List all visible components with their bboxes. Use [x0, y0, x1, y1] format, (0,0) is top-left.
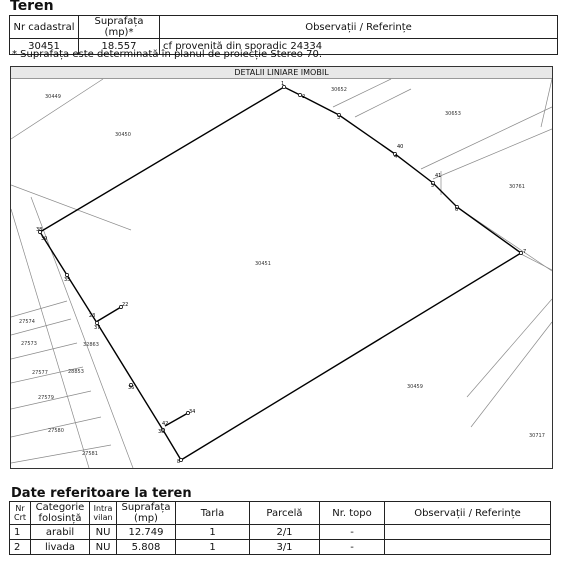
table-row: [10, 525, 551, 540]
cell-intravilan: NU: [90, 525, 117, 540]
parcel-label-30653: 30653: [445, 111, 461, 117]
cell-parcela: 3/1: [250, 540, 320, 555]
point-label-5: 5: [431, 183, 435, 189]
cell-categorie: livada: [31, 540, 90, 555]
cell-observatii: [385, 525, 551, 540]
point-label-2: 2: [302, 94, 306, 100]
parcel-label-28853: 28853: [68, 369, 84, 375]
section-title-teren: Teren: [10, 0, 54, 14]
point-label-35: 35: [64, 277, 71, 283]
point-label-42: 42: [162, 421, 169, 427]
section-title-date-teren: Date referitoare la teren: [11, 486, 192, 501]
header-tarla: Tarla: [176, 502, 250, 525]
point-label-23: 23: [89, 313, 96, 319]
point-label-33: 33: [158, 429, 165, 435]
header-nr-cadastral: Nr cadastral: [10, 16, 79, 39]
cell-nr-crt: 2: [10, 540, 31, 555]
point-label-1: 1: [281, 81, 285, 87]
plan-drawing: [11, 67, 552, 468]
cell-suprafata: 18.557: [79, 39, 160, 55]
header-intravilan: Intra vilan: [90, 502, 117, 525]
parcel-label-27581: 27581: [82, 451, 98, 457]
header-nr-crt: Nr Crt: [10, 502, 31, 525]
cell-categorie: arabil: [31, 525, 90, 540]
parcel-label-27579: 27579: [38, 395, 54, 401]
boundary-points: [38, 85, 522, 461]
point-label-41: 41: [435, 173, 442, 179]
cell-tarla: 1: [176, 540, 250, 555]
parcel-label-30652: 30652: [331, 87, 347, 93]
land-data-table: [9, 501, 551, 555]
point-label-4: 4: [394, 154, 398, 160]
parcel-label-30451: 30451: [255, 261, 271, 267]
cell-parcela: 2/1: [250, 525, 320, 540]
point-label-34: 34: [189, 409, 196, 415]
cadastral-plan: [10, 66, 553, 469]
header-parcela: Parcelă: [250, 502, 320, 525]
header-suprafata: Suprafața (mp)*: [79, 16, 160, 39]
parcel-label-30449: 30449: [45, 94, 61, 100]
parcel-label-30459: 30459: [407, 384, 423, 390]
cell-observatii: cf provenită din sporadic 24334: [160, 39, 558, 55]
parcel-label-30761: 30761: [509, 184, 525, 190]
point-label-22: 22: [122, 302, 129, 308]
header-observatii: Observații / Referințe: [160, 16, 558, 39]
parcel-label-30717: 30717: [529, 433, 545, 439]
header-observatii-referinte: Observații / Referințe: [385, 502, 551, 525]
point-label-8: 8: [177, 459, 181, 465]
neighbour-lines: [11, 79, 552, 468]
cell-nr-topo: -: [320, 540, 385, 555]
cell-observatii: [385, 540, 551, 555]
point-label-36: 36: [128, 385, 135, 391]
parcel-boundary: [40, 87, 521, 460]
projection-note: * Suprafața este determinată în planul de proiecție Stereo 70.: [12, 49, 323, 60]
cell-tarla: 1: [176, 525, 250, 540]
cell-nr-topo: -: [320, 525, 385, 540]
point-label-7: 7: [523, 249, 527, 255]
point-label-3: 3: [337, 115, 341, 121]
parcel-label-27574: 27574: [19, 319, 35, 325]
cell-suprafata: 12.749: [117, 525, 176, 540]
header-nr-topo: Nr. topo: [320, 502, 385, 525]
table-row: [10, 540, 551, 555]
parcel-label-32863: 32863: [83, 342, 99, 348]
parcel-labels: [19, 87, 545, 457]
cell-suprafata: 5.808: [117, 540, 176, 555]
point-label-40: 40: [397, 144, 404, 150]
point-label-38: 38: [36, 227, 43, 233]
cell-nr-cadastral: 30451: [10, 39, 79, 55]
cell-intravilan: NU: [90, 540, 117, 555]
plan-title: DETALII LINIARE IMOBIL: [11, 67, 552, 79]
point-label-6: 6: [455, 207, 459, 213]
parcel-label-27573: 27573: [21, 341, 37, 347]
parcel-label-27577: 27577: [32, 370, 48, 376]
point-label-37: 37: [94, 325, 101, 331]
header-suprafata-mp: Suprafața (mp): [117, 502, 176, 525]
point-labels: [36, 81, 526, 465]
parcel-label-27580: 27580: [48, 428, 64, 434]
parcel-label-30450: 30450: [115, 132, 131, 138]
cell-nr-crt: 1: [10, 525, 31, 540]
header-categorie: Categorie folosință: [31, 502, 90, 525]
point-label-39: 39: [41, 236, 48, 242]
